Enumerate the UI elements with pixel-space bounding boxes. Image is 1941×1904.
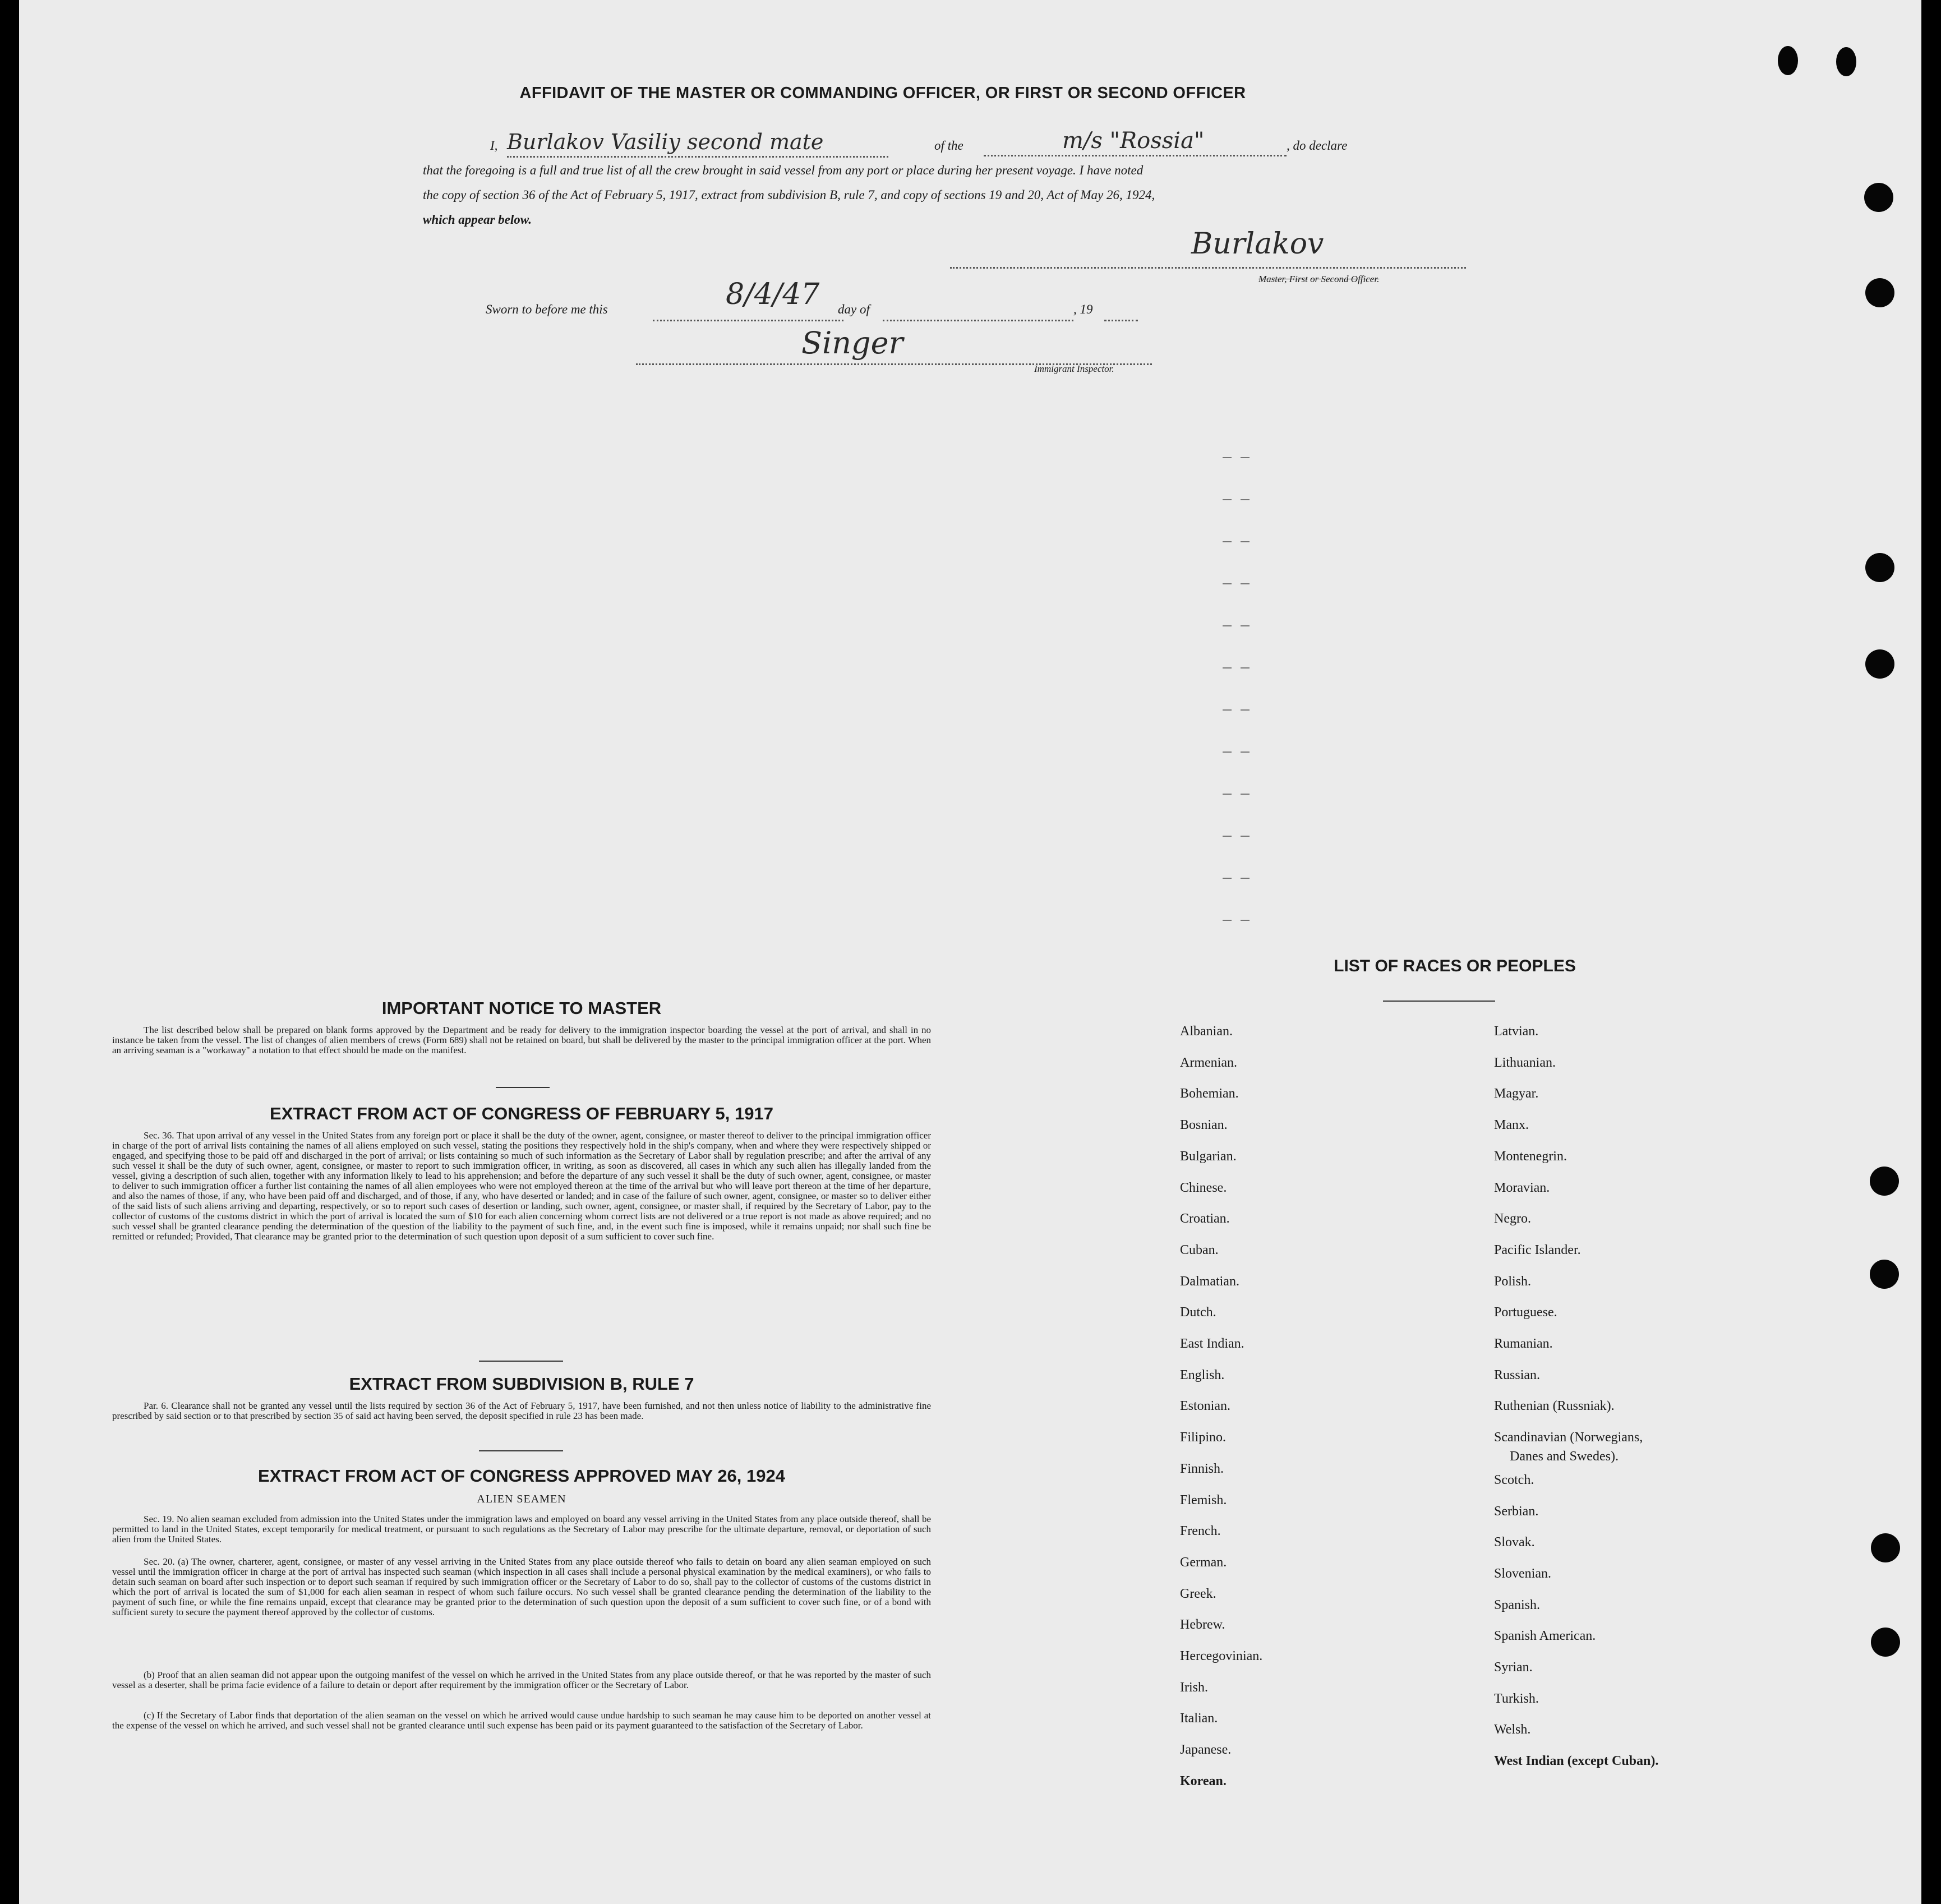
race-item: Pacific Islander. <box>1494 1242 1581 1257</box>
race-item: Bohemian. <box>1180 1086 1239 1101</box>
race-item: Polish. <box>1494 1274 1532 1289</box>
ruling-dash <box>1223 583 1232 584</box>
race-item: Japanese. <box>1180 1742 1232 1758</box>
ruling-dash <box>1241 667 1250 669</box>
punch-hole <box>1870 1167 1899 1196</box>
race-item: Irish. <box>1180 1680 1208 1695</box>
notice-heading: IMPORTANT NOTICE TO MASTER <box>381 998 662 1018</box>
document-page <box>19 0 1921 1904</box>
race-item: Portuguese. <box>1494 1305 1557 1320</box>
alien-seamen-subheading: ALIEN SEAMEN <box>477 1493 566 1505</box>
extract-1924-sec20a: Sec. 20. (a) The owner, charterer, agent, consignee, or master of any vessel arriving in the United States from any place outside thereof who fails to detain on board any alien seaman employed on such vessel until the immigration officer in charge at the port of arrival has inspected such seaman (which inspection in all cases shall include a personal physical examination by the medical examiners), or who fails to detain such seaman on board after such inspection or to deport such seaman if required by such immigration officer or the Secretary of Labor to do so, shall pay to the collector of customs of the customs district in which the port of arrival is located the sum of $1,000 for each alien seaman in respect of whom such failure occurs. No such vessel shall be granted clearance pending the determination of the liability to the payment of such fine, or while the fine remains unpaid, except that clearance may be granted prior to the determination of such question upon the deposit of a sum sufficient to cover such fine, or of a bond with sufficient surety to secure the payment thereof approved by the collector of customs. <box>112 1556 931 1617</box>
race-item: Ruthenian (Russniak). <box>1494 1399 1615 1414</box>
inspector-label: Immigrant Inspector. <box>1034 363 1114 374</box>
race-item: Scotch. <box>1494 1472 1534 1487</box>
ruling-dash <box>1223 499 1232 500</box>
ruling-dash <box>1223 709 1232 711</box>
do-declare-text: , do declare <box>1287 139 1348 153</box>
extract-1917-text: Sec. 36. That upon arrival of any vessel in the United States from any foreign port or place it shall be the duty of the owner, agent, consignee, or master thereof to deliver to the principal immigration officer in charge of the port of arrival lists containing the names of all aliens employed on such vessel, stating the positions they respectively hold in the ship's company, when and where they were respectively shipped or engaged, and specifying those to be paid off and discharged in the port of arrival; or lists containing so much of such information as the Secretary of Labor shall by regulation prescribe; and after the arrival of any such vessel it shall be the duty of such owner, agent, consignee, or master to report to such immigration officer, in writing, as soon as discovered, all cases in which any such alien has illegally landed from the vessel, giving a description of such alien, together with any information likely to lead to his apprehension; and before the departure of any such vessel it shall be the duty of such owner, agent, consignee, or master to deliver to such immigration officer a further list containing the names of all alien employees who were not employed thereon at the time of the arrival but who will leave port thereon at the time of her departure, and also the names of those, if any, who have been paid off and discharged, and of those, if any, who have deserted or landed; and in case of the failure of such owner, agent, consignee, or master so to deliver either of the said lists of such aliens arriving and departing, respectively, or so to report such cases of desertion or landing, such owner, agent, consignee, or master shall, if required by the Secretary of Labor, pay to the collector of customs of the customs district in which the port of arrival is located the sum of $10 for each alien concerning whom correct lists are not delivered or a true report is not made as above required; and no such vessel shall be granted clearance pending the determination of the question of the liability to the payment of such fine, and, in the event such fine is imposed, while it remains unpaid; nor shall such fine be remitted or refunded; Provided, That clearance may be granted prior to the determination of such question upon deposit of a sum sufficient to cover such fine. <box>112 1130 931 1242</box>
signature-label <box>1258 274 1379 285</box>
ruling-dash <box>1223 920 1232 921</box>
ruling-dash <box>1241 457 1250 458</box>
sworn-text: Sworn to before me this <box>486 302 608 316</box>
punch-hole <box>1836 47 1856 76</box>
ruling-dash <box>1223 878 1232 879</box>
race-item: Scandinavian (Norwegians, <box>1494 1430 1643 1445</box>
race-item: Turkish. <box>1494 1691 1539 1706</box>
month-dotted-line <box>883 306 1073 321</box>
race-item: Negro. <box>1494 1211 1531 1227</box>
punch-hole <box>1864 183 1893 212</box>
inspector-handwritten: Singer <box>801 325 903 361</box>
notice-text: The list described below shall be prepared on blank forms approved by the Department and be ready for delivery to the immigration inspector boarding the vessel at the port of arrival, and shall in no instance be taken from the vessel. The list of changes of alien members of crews (Form 689) shall not be retained on board, but shall be delivered by the master to the principal immigration officer at the port. When an arriving seaman is a "workaway" a notation to that effect should be made on the manifest. <box>112 1025 931 1055</box>
race-item: Bosnian. <box>1180 1118 1228 1133</box>
ruling-dash <box>1223 752 1232 753</box>
race-item: Bulgarian. <box>1180 1149 1237 1164</box>
vessel-handwritten: m/s "Rossia" <box>1062 128 1205 154</box>
ruling-dash <box>1223 794 1232 795</box>
race-item: Magyar. <box>1494 1086 1539 1101</box>
race-item: English. <box>1180 1367 1225 1382</box>
race-item: Montenegrin. <box>1494 1149 1567 1164</box>
race-item: Croatian. <box>1180 1211 1230 1227</box>
extract-1917-heading: EXTRACT FROM ACT OF CONGRESS OF FEBRUARY 5, 1917 <box>270 1104 773 1123</box>
extract-1924-sec20c: (c) If the Secretary of Labor finds that deportation of the alien seaman on the vessel on which he arrived would cause undue hardship to such seaman he may cause him to be deported on another vessel at the expense of the vessel on which he arrived, and such vessel shall not be granted clearance until such expense has been paid or its payment guaranteed to the satisfaction of the Secretary of Labor. <box>112 1710 931 1731</box>
races-heading-rule <box>1383 1001 1495 1002</box>
race-item: Moravian. <box>1494 1180 1550 1195</box>
race-item: Rumanian. <box>1494 1336 1553 1351</box>
ruling-dash <box>1241 878 1250 879</box>
race-item: Hebrew. <box>1180 1617 1225 1633</box>
race-item: Armenian. <box>1180 1055 1237 1070</box>
race-item: French. <box>1180 1524 1221 1539</box>
race-item: Estonian. <box>1180 1399 1230 1414</box>
extract-rule7-text: Par. 6. Clearance shall not be granted any vessel until the lists required by section 36 of the Act of February 5, 1917, have been furnished, and not then unless notice of liability to the administrative fine prescribed by said section or to that prescribed by section 35 of said act having been served, the deposit specified in rule 23 has been made. <box>112 1400 931 1421</box>
sworn-date-handwritten: 8/4/47 <box>726 278 820 311</box>
punch-hole <box>1778 46 1798 75</box>
punch-hole <box>1870 1260 1899 1289</box>
ruling-dash <box>1241 752 1250 753</box>
punch-hole <box>1871 1628 1900 1657</box>
race-item: Slovenian. <box>1494 1566 1551 1581</box>
year-dotted-line <box>1104 306 1138 321</box>
race-item: Danes and Swedes). <box>1510 1449 1619 1464</box>
race-item: Hercegovinian. <box>1180 1649 1263 1663</box>
race-item: Italian. <box>1180 1711 1218 1726</box>
ruling-dash <box>1241 836 1250 837</box>
ruling-dash <box>1241 499 1250 500</box>
punch-hole <box>1871 1533 1900 1562</box>
race-item: Spanish American. <box>1494 1629 1596 1644</box>
affidavit-line-3: the copy of section 36 of the Act of February 5, 1917, extract from subdivision B, rule 7, and copy of sections 19 and 20, Act of May 26, 1924, <box>423 188 1155 202</box>
race-item: Finnish. <box>1180 1461 1224 1476</box>
race-item: Russian. <box>1494 1367 1541 1382</box>
punch-hole <box>1865 278 1894 307</box>
ruling-dash <box>1241 794 1250 795</box>
ruling-dash <box>1223 457 1232 458</box>
race-item: West Indian (except Cuban). <box>1494 1754 1659 1769</box>
extract-1924-sec20b: (b) Proof that an alien seaman did not appear upon the outgoing manifest of the vessel on which he arrived in the United States from any place outside thereof, or that he was reported by the master of such vessel as a deserter, shall be prima facie evidence of a failure to detain or deport after requirement by the immigration officer or the Secretary of Labor. <box>112 1670 931 1690</box>
declarant-handwritten: Burlakov Vasiliy second mate <box>507 128 888 158</box>
race-item: Syrian. <box>1494 1660 1533 1675</box>
year-text: , 19 <box>1073 302 1093 316</box>
ruling-dash <box>1241 541 1250 542</box>
section-divider <box>479 1361 563 1362</box>
section-divider <box>479 1450 563 1451</box>
affidavit-line-2: that the foregoing is a full and true list of all the crew brought in said vessel from any port or place during her present voyage. I have noted <box>423 163 1144 177</box>
race-item: Korean. <box>1180 1773 1227 1788</box>
race-item: Dutch. <box>1180 1305 1216 1320</box>
race-item: Slovak. <box>1494 1535 1535 1550</box>
prefix-text: I, <box>490 139 498 153</box>
race-item: Albanian. <box>1180 1024 1233 1039</box>
affidavit-line-4: which appear below. <box>423 213 532 227</box>
ruling-dash <box>1223 836 1232 837</box>
of-the-text: of the <box>934 139 963 153</box>
ruling-dash <box>1241 625 1250 626</box>
extract-rule7-heading: EXTRACT FROM SUBDIVISION B, RULE 7 <box>349 1374 694 1394</box>
race-item: Latvian. <box>1494 1024 1539 1039</box>
race-item: Flemish. <box>1180 1492 1227 1507</box>
ruling-dash <box>1223 625 1232 626</box>
race-item: Cuban. <box>1180 1242 1219 1257</box>
extract-1924-heading: EXTRACT FROM ACT OF CONGRESS APPROVED MAY 26, 1924 <box>258 1466 785 1486</box>
affidavit-heading: AFFIDAVIT OF THE MASTER OR COMMANDING OFFICER, OR FIRST OR SECOND OFFICER <box>519 84 1246 102</box>
race-item: Spanish. <box>1494 1597 1541 1612</box>
ruling-dash <box>1241 709 1250 711</box>
race-item: East Indian. <box>1180 1336 1244 1351</box>
day-of-text: day of <box>838 302 870 316</box>
punch-hole <box>1865 649 1894 679</box>
race-item: Serbian. <box>1494 1504 1539 1519</box>
ruling-dash <box>1241 583 1250 584</box>
affidavit-line-1 <box>490 128 1483 158</box>
signature-handwritten: Burlakov <box>1191 227 1324 261</box>
signature-label-struck: Master, First <box>1258 274 1308 284</box>
races-heading: LIST OF RACES OR PEOPLES <box>1334 957 1576 975</box>
race-item: Dalmatian. <box>1180 1274 1239 1289</box>
race-item: Welsh. <box>1494 1722 1531 1737</box>
race-item: German. <box>1180 1555 1227 1570</box>
ruling-dash <box>1223 541 1232 542</box>
section-divider <box>496 1087 550 1088</box>
punch-hole <box>1865 553 1894 582</box>
race-item: Chinese. <box>1180 1180 1227 1195</box>
race-item: Lithuanian. <box>1494 1055 1556 1070</box>
race-item: Manx. <box>1494 1118 1529 1133</box>
ruling-dash <box>1223 667 1232 669</box>
signature-label-rest: or Second Officer. <box>1310 274 1380 284</box>
race-item: Filipino. <box>1180 1430 1227 1445</box>
ruling-dash <box>1241 920 1250 921</box>
extract-1924-sec19: Sec. 19. No alien seaman excluded from admission into the United States under the immigration laws and employed on board any vessel arriving in the United States from any place outside thereof, shall be permitted to land in the United States, except temporarily for medical treatment, or pursuant to such regulations as the Secretary of Labor may prescribe for the ultimate departure, removal, or deportation of such alien from the United States. <box>112 1514 931 1545</box>
race-item: Greek. <box>1180 1586 1216 1601</box>
